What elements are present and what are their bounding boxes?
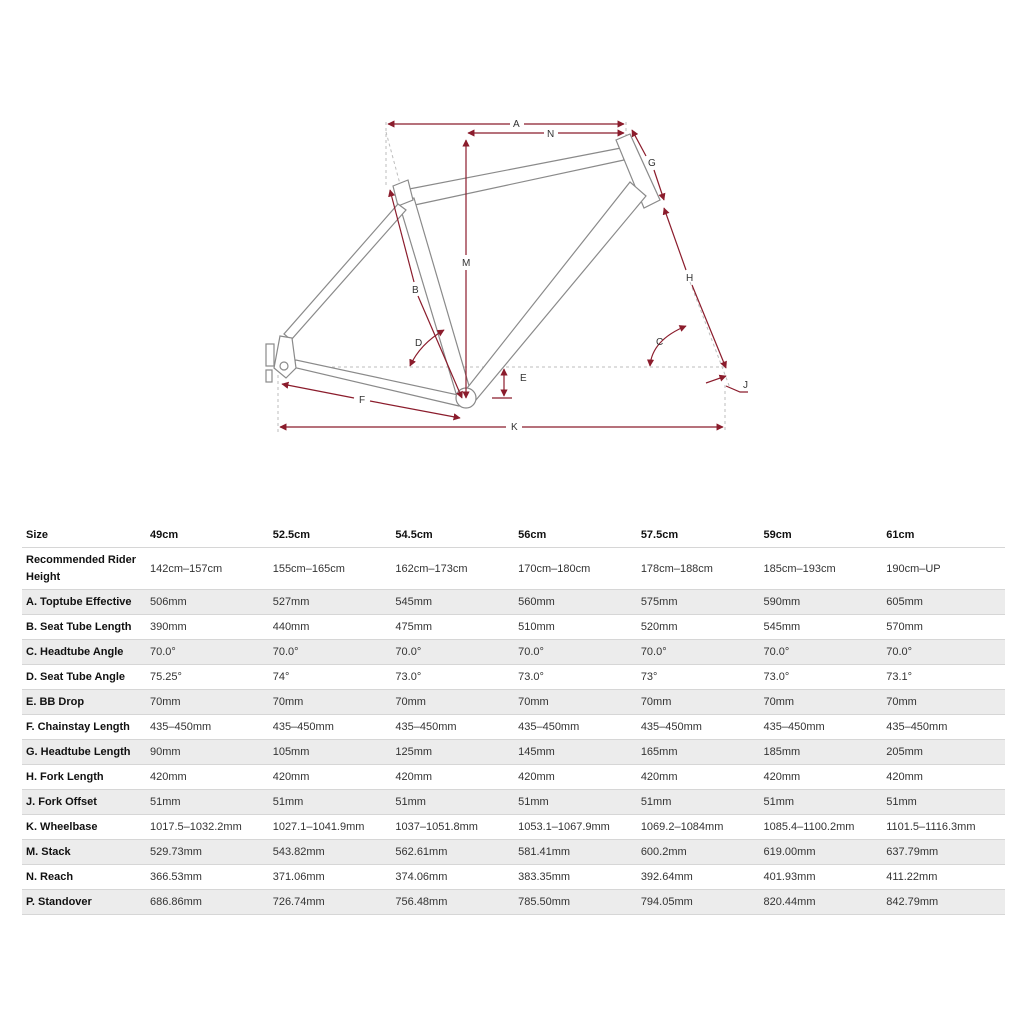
row-label: F. Chainstay Length [22, 715, 146, 740]
table-cell: 392.64mm [637, 865, 760, 890]
frame-geometry-diagram [0, 0, 1024, 470]
size-column-header: 57.5cm [637, 522, 760, 548]
geometry-table [22, 522, 1005, 915]
table-cell: 545mm [760, 615, 883, 640]
table-cell: 190cm–UP [882, 548, 1005, 590]
rear-axle [280, 362, 288, 370]
row-label: Recommended Rider Height [22, 548, 146, 590]
table-cell: 73.0° [760, 665, 883, 690]
table-cell: 70.0° [760, 640, 883, 665]
size-column-header: 56cm [514, 522, 637, 548]
table-row [22, 865, 1005, 890]
table-cell: 374.06mm [391, 865, 514, 890]
table-cell: 366.53mm [146, 865, 269, 890]
table-cell: 1037–1051.8mm [391, 815, 514, 840]
table-cell: 205mm [882, 740, 1005, 765]
table-cell: 70.0° [146, 640, 269, 665]
table-cell: 185mm [760, 740, 883, 765]
table-cell: 142cm–157cm [146, 548, 269, 590]
table-cell: 125mm [391, 740, 514, 765]
table-row [22, 765, 1005, 790]
table-cell: 70mm [882, 690, 1005, 715]
table-cell: 73° [637, 665, 760, 690]
table-cell: 51mm [391, 790, 514, 815]
table-cell: 371.06mm [269, 865, 392, 890]
table-cell: 383.35mm [514, 865, 637, 890]
table-cell: 420mm [637, 765, 760, 790]
table-cell: 475mm [391, 615, 514, 640]
size-column-header: 52.5cm [269, 522, 392, 548]
table-cell: 165mm [637, 740, 760, 765]
size-column-header: 54.5cm [391, 522, 514, 548]
table-cell: 420mm [269, 765, 392, 790]
row-label: J. Fork Offset [22, 790, 146, 815]
row-label: G. Headtube Length [22, 740, 146, 765]
row-label: B. Seat Tube Length [22, 615, 146, 640]
label-E: E [520, 373, 527, 384]
table-row [22, 690, 1005, 715]
table-cell: 435–450mm [637, 715, 760, 740]
label-H: H [686, 273, 694, 284]
table-cell: 605mm [882, 590, 1005, 615]
derailleur-hanger [266, 344, 274, 366]
table-cell: 686.86mm [146, 890, 269, 915]
table-cell: 1101.5–1116.3mm [882, 815, 1005, 840]
table-cell: 435–450mm [882, 715, 1005, 740]
table-cell: 520mm [637, 615, 760, 640]
table-cell: 73.0° [391, 665, 514, 690]
table-cell: 70.0° [637, 640, 760, 665]
table-cell: 70mm [760, 690, 883, 715]
table-cell: 560mm [514, 590, 637, 615]
table-cell: 51mm [637, 790, 760, 815]
table-cell: 581.41mm [514, 840, 637, 865]
table-cell: 390mm [146, 615, 269, 640]
row-label: H. Fork Length [22, 765, 146, 790]
table-cell: 170cm–180cm [514, 548, 637, 590]
table-cell: 794.05mm [637, 890, 760, 915]
row-label: C. Headtube Angle [22, 640, 146, 665]
table-cell: 545mm [391, 590, 514, 615]
table-cell: 70.0° [514, 640, 637, 665]
seat-tube [398, 198, 472, 400]
table-cell: 411.22mm [882, 865, 1005, 890]
table-cell: 51mm [514, 790, 637, 815]
label-J: J [743, 380, 748, 391]
table-cell: 842.79mm [882, 890, 1005, 915]
table-cell: 75.25° [146, 665, 269, 690]
table-cell: 590mm [760, 590, 883, 615]
table-cell: 70mm [146, 690, 269, 715]
row-label: D. Seat Tube Angle [22, 665, 146, 690]
table-cell: 510mm [514, 615, 637, 640]
table-cell: 420mm [514, 765, 637, 790]
table-row [22, 840, 1005, 865]
table-cell: 435–450mm [146, 715, 269, 740]
table-cell: 619.00mm [760, 840, 883, 865]
table-cell: 70mm [637, 690, 760, 715]
label-F: F [359, 395, 366, 406]
table-cell: 435–450mm [269, 715, 392, 740]
table-cell: 70.0° [882, 640, 1005, 665]
label-D: D [415, 338, 423, 349]
table-row [22, 640, 1005, 665]
label-G: G [648, 158, 656, 169]
table-cell: 70.0° [269, 640, 392, 665]
table-cell: 70mm [391, 690, 514, 715]
size-column-header: 59cm [760, 522, 883, 548]
table-row [22, 790, 1005, 815]
label-N: N [547, 129, 555, 140]
table-cell: 420mm [760, 765, 883, 790]
top-tube [404, 148, 624, 206]
row-label: M. Stack [22, 840, 146, 865]
table-cell: 70.0° [391, 640, 514, 665]
seat-stay [284, 204, 406, 340]
row-label: N. Reach [22, 865, 146, 890]
table-cell: 51mm [146, 790, 269, 815]
table-row [22, 590, 1005, 615]
table-cell: 1053.1–1067.9mm [514, 815, 637, 840]
row-label: E. BB Drop [22, 690, 146, 715]
table-cell: 543.82mm [269, 840, 392, 865]
bike-frame [266, 134, 660, 408]
table-cell: 178cm–188cm [637, 548, 760, 590]
table-row [22, 890, 1005, 915]
table-cell: 435–450mm [760, 715, 883, 740]
size-column-header: 61cm [882, 522, 1005, 548]
table-cell: 562.61mm [391, 840, 514, 865]
label-M: M [462, 258, 471, 269]
table-cell: 51mm [882, 790, 1005, 815]
table-cell: 1027.1–1041.9mm [269, 815, 392, 840]
table-row [22, 548, 1005, 590]
table-cell: 756.48mm [391, 890, 514, 915]
table-cell: 145mm [514, 740, 637, 765]
table-cell: 401.93mm [760, 865, 883, 890]
table-cell: 185cm–193cm [760, 548, 883, 590]
table-cell: 527mm [269, 590, 392, 615]
table-header-row [22, 522, 1005, 548]
label-C: C [656, 337, 664, 348]
label-A: A [513, 119, 520, 130]
table-cell: 785.50mm [514, 890, 637, 915]
table-cell: 74° [269, 665, 392, 690]
table-cell: 155cm–165cm [269, 548, 392, 590]
table-cell: 637.79mm [882, 840, 1005, 865]
row-label: P. Standover [22, 890, 146, 915]
table-cell: 420mm [146, 765, 269, 790]
table-cell: 570mm [882, 615, 1005, 640]
table-cell: 1069.2–1084mm [637, 815, 760, 840]
rear-dropout [274, 336, 296, 378]
table-cell: 420mm [391, 765, 514, 790]
table-cell: 435–450mm [391, 715, 514, 740]
table-cell: 73.0° [514, 665, 637, 690]
row-label: K. Wheelbase [22, 815, 146, 840]
table-row [22, 615, 1005, 640]
table-cell: 105mm [269, 740, 392, 765]
table-cell: 70mm [514, 690, 637, 715]
table-cell: 1085.4–1100.2mm [760, 815, 883, 840]
table-cell: 506mm [146, 590, 269, 615]
table-cell: 70mm [269, 690, 392, 715]
table-row [22, 715, 1005, 740]
row-label: A. Toptube Effective [22, 590, 146, 615]
table-cell: 726.74mm [269, 890, 392, 915]
table-cell: 73.1° [882, 665, 1005, 690]
table-row [22, 665, 1005, 690]
table-cell: 162cm–173cm [391, 548, 514, 590]
table-row [22, 740, 1005, 765]
table-cell: 51mm [269, 790, 392, 815]
table-cell: 820.44mm [760, 890, 883, 915]
table-cell: 51mm [760, 790, 883, 815]
table-cell: 600.2mm [637, 840, 760, 865]
table-cell: 420mm [882, 765, 1005, 790]
label-K: K [511, 422, 518, 433]
size-header: Size [22, 522, 146, 548]
table-cell: 435–450mm [514, 715, 637, 740]
size-column-header: 49cm [146, 522, 269, 548]
label-B: B [412, 285, 419, 296]
table-cell: 575mm [637, 590, 760, 615]
table-row [22, 815, 1005, 840]
table-cell: 440mm [269, 615, 392, 640]
table-cell: 529.73mm [146, 840, 269, 865]
table-cell: 90mm [146, 740, 269, 765]
table-cell: 1017.5–1032.2mm [146, 815, 269, 840]
